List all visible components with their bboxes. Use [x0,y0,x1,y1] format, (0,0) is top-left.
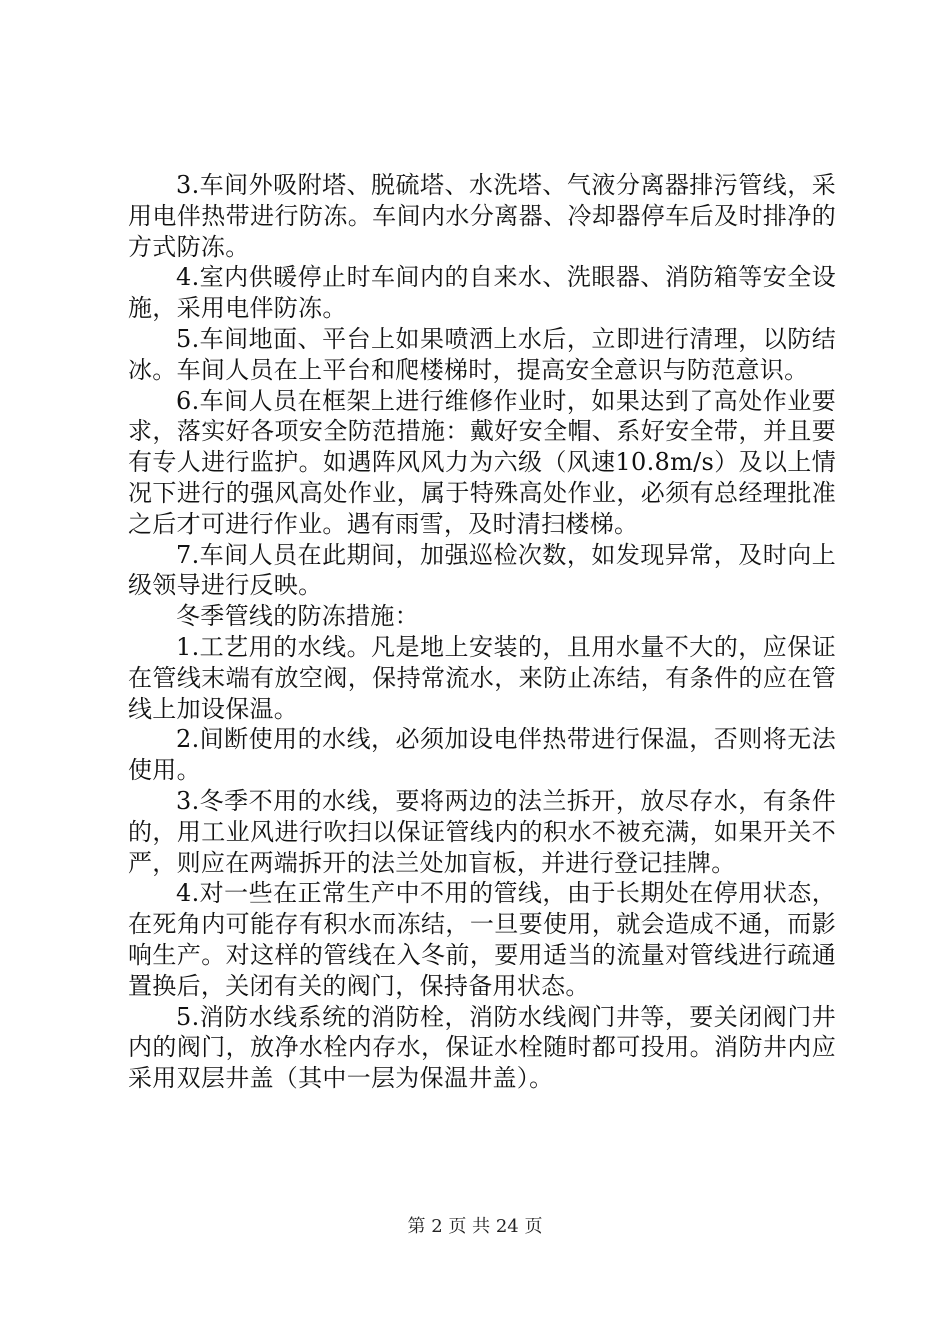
paragraph: 7.车间人员在此期间，加强巡检次数，如发现异常，及时向上级领导进行反映。 [128,540,836,600]
paragraph: 2.间断使用的水线，必须加设电伴热带进行保温，否则将无法使用。 [128,725,836,785]
page-number-label: 第 2 页 共 24 页 [407,1216,543,1237]
paragraph: 6.车间人员在框架上进行维修作业时，如果达到了高处作业要求，落实好各项安全防范措施：戴好安全帽、系好安全带，并且要有专人进行监护。如遇阵风风力为六级（风速10.8m/s）及以上情况下进行的强风高处作业，属于特殊高处作业，必须有总经理批准之后才可进行作业。遇有雨雪，及时清扫楼梯。 [128,386,836,538]
paragraph: 5.消防水线系统的消防栓，消防水线阀门井等，要关闭阀门井内的阀门，放净水栓内存水，保证水栓随时都可投用。消防井内应采用双层井盖（其中一层为保温井盖）。 [128,1002,836,1093]
paragraph: 1.工艺用的水线。凡是地上安装的，且用水量不大的，应保证在管线末端有放空阀，保持常流水，来防止冻结，有条件的应在管线上加设保温。 [128,632,836,723]
section-heading: 冬季管线的防冻措施： [176,602,419,631]
paragraph: 4.对一些在正常生产中不用的管线，由于长期处在停用状态，在死角内可能存有积水而冻结，一旦要使用，就会造成不通，而影响生产。对这样的管线在入冬前，要用适当的流量对管线进行疏通置换后，关闭有关的阀门，保持备用状态。 [128,879,836,1000]
paragraph: 3.车间外吸附塔、脱硫塔、水洗塔、气液分离器排污管线，采用电伴热带进行防冻。车间内水分离器、冷却器停车后及时排净的方式防冻。 [128,171,836,261]
document-body [128,170,836,1094]
page-footer [0,1212,950,1238]
paragraph: 5.车间地面、平台上如果喷洒上水后，立即进行清理，以防结冰。车间人员在上平台和爬楼梯时，提高安全意识与防范意识。 [128,324,836,384]
paragraph: 4.室内供暖停止时车间内的自来水、洗眼器、消防箱等安全设施，采用电伴防冻。 [128,263,836,323]
paragraph: 3.冬季不用的水线，要将两边的法兰拆开，放尽存水，有条件的，用工业风进行吹扫以保证管线内的积水不被充满，如果开关不严，则应在两端拆开的法兰处加盲板，并进行登记挂牌。 [128,786,836,877]
